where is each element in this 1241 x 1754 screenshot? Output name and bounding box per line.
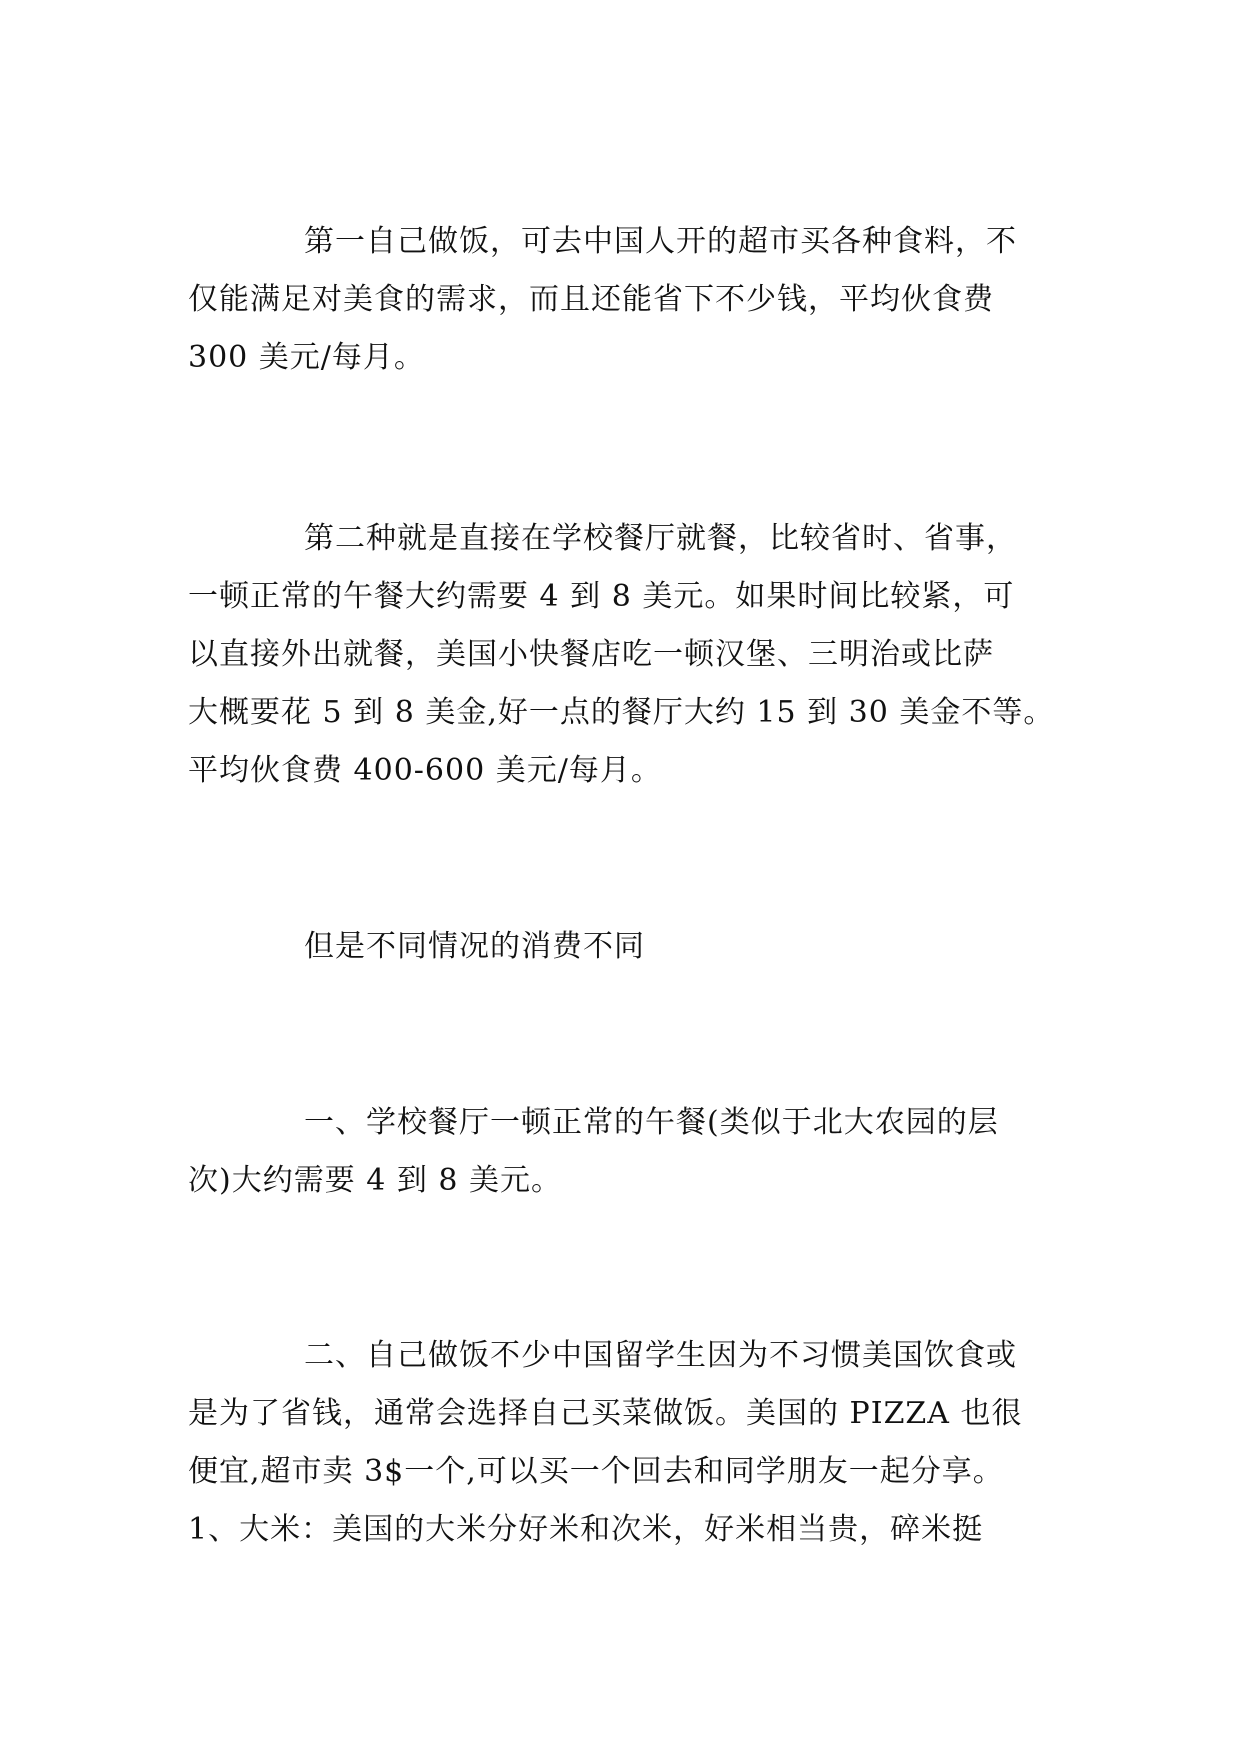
paragraph-note: [188, 918, 1058, 976]
text-line: 便宜,超市卖 3$一个,可以买一个回去和同学朋友一起分享。: [188, 1454, 1004, 1489]
text-line: 平均伙食费 400-600 美元/每月。: [188, 753, 662, 788]
text-line: 是为了省钱，通常会选择自己买菜做饭。美国的 PIZZA 也很: [188, 1396, 1023, 1431]
text-line: 大概要花 5 到 8 美金,好一点的餐厅大约 15 到 30 美金不等。: [188, 695, 1055, 730]
text-line: 以直接外出就餐，美国小快餐店吃一顿汉堡、三明治或比萨: [188, 637, 994, 672]
paragraph-item-one: [188, 1094, 1058, 1210]
text-line: 仅能满足对美食的需求，而且还能省下不少钱，平均伙食费: [188, 282, 994, 317]
text-line: 第二种就是直接在学校餐厅就餐，比较省时、省事，: [304, 521, 1017, 556]
text-line: 第一自己做饭，可去中国人开的超市买各种食料，不: [304, 224, 1017, 259]
paragraph-home-cooking: [188, 213, 1058, 387]
paragraph-item-two: [188, 1327, 1058, 1559]
text-line: 二、自己做饭不少中国留学生因为不习惯美国饮食或: [304, 1338, 1017, 1373]
text-line: 300 美元/每月。: [188, 340, 425, 375]
text-line: 次)大约需要 4 到 8 美元。: [188, 1163, 563, 1198]
text-line: 一、学校餐厅一顿正常的午餐(类似于北大农园的层: [304, 1105, 999, 1140]
text-line: 一顿正常的午餐大约需要 4 到 8 美元。如果时间比较紧，可: [188, 579, 1015, 614]
text-line: 但是不同情况的消费不同: [304, 929, 645, 964]
text-line: 1、大米：美国的大米分好米和次米，好米相当贵，碎米挺: [188, 1512, 984, 1547]
paragraph-dining-out: [188, 510, 1058, 800]
